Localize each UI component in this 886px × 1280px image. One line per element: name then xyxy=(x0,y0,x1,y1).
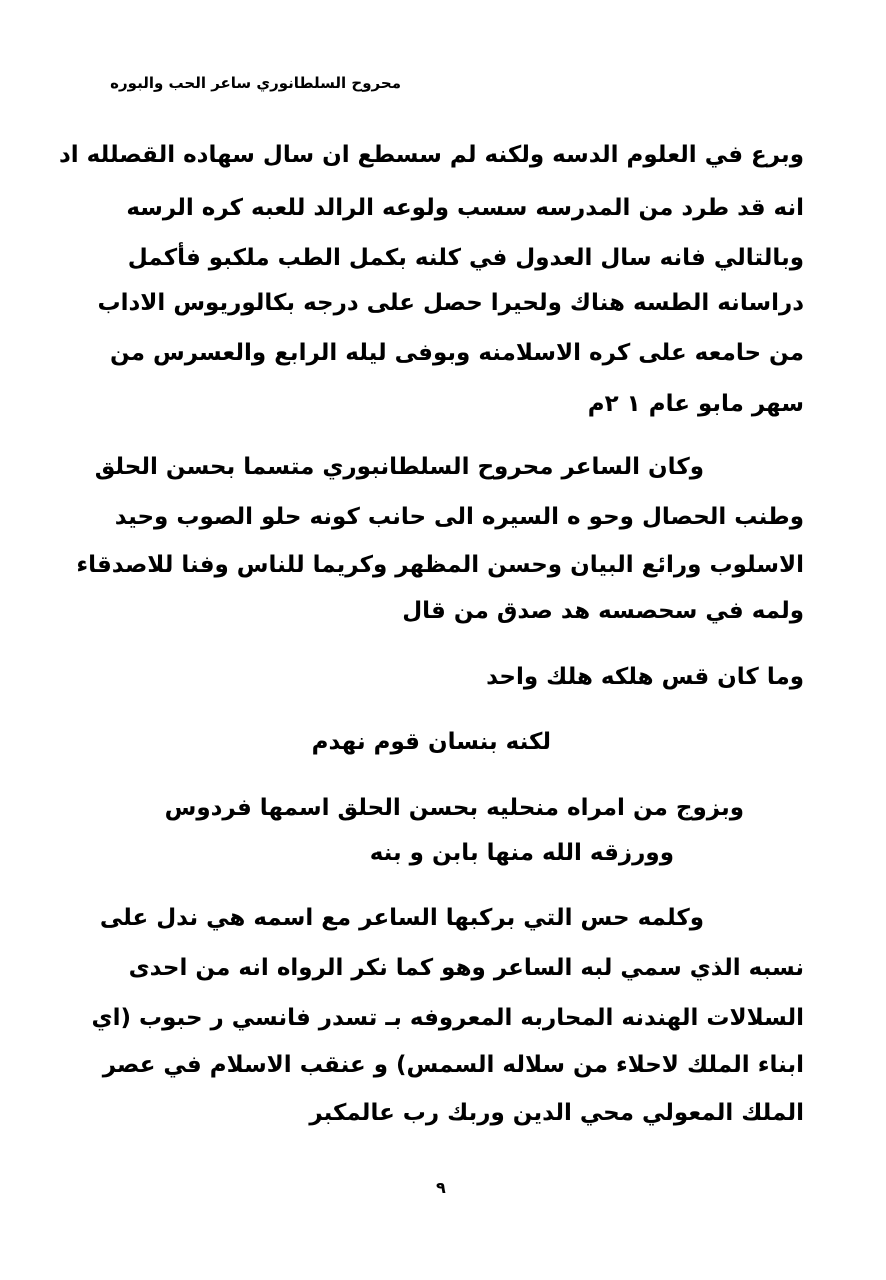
body-line: وطنب الحصال وحو ه السيره الى حانب كونه حلو الصوب وحيد xyxy=(114,504,804,530)
body-line: وكلمه حس التي بركبها الساعر مع اسمه هي ندل على xyxy=(99,905,704,931)
body-line: نسبه الذي سمي لبه الساعر وهو كما نكر الرواه انه من احدى xyxy=(128,955,804,981)
body-line: انه قد طرد من المدرسه سسب ولوعه الرالد للعبه كره الرسه xyxy=(126,195,804,221)
body-line: وبالتالي فانه سال العدول في كلنه بكمل الطب ملكبو فأكمل xyxy=(127,245,804,271)
body-line: من حامعه على كره الاسلامنه وبوفى ليله الرابع والعسرس من xyxy=(110,340,804,366)
body-line: السلالات الهندنه المحاربه المعروفه بـ تسدر فانسي ر حبوب (اي xyxy=(91,1005,804,1031)
verse-line: وما كان قس هلكه هلك واحد xyxy=(486,664,804,690)
running-header: محروح السلطانوري ساعر الحب والبوره xyxy=(110,74,401,92)
body-line: وورزقه الله منها بابن و بنه xyxy=(369,840,674,866)
verse-line: لكنه بنسان قوم نهدم xyxy=(311,729,551,755)
body-line: الملك المعولي محي الدين وربك رب عالمكبر xyxy=(309,1100,804,1126)
body-line: وكان الساعر محروح السلطانبوري متسما بحسن الحلق xyxy=(94,454,704,480)
body-line: ابناء الملك لاحلاء من سلاله السمس) و عنقب الاسلام في عصر xyxy=(102,1052,804,1078)
body-line: ولمه في سحصسه هد صدق من قال xyxy=(402,598,804,624)
body-line: سهر مابو عام ١ ٢م xyxy=(587,391,804,417)
body-line: وبرع في العلوم الدسه ولكنه لم سسطع ان سال سهاده القصلله اد xyxy=(58,142,804,168)
body-line: دراسانه الطسه هناك ولحيرا حصل على درجه بكالوريوس الاداب xyxy=(97,290,804,316)
body-line: وبزوج من امراه منحليه بحسن الحلق اسمها فردوس xyxy=(164,795,744,821)
body-line: الاسلوب ورائع البيان وحسن المظهر وكريما للناس وفنا للاصدقاء xyxy=(76,552,804,578)
page-number: ٩ xyxy=(436,1178,446,1197)
